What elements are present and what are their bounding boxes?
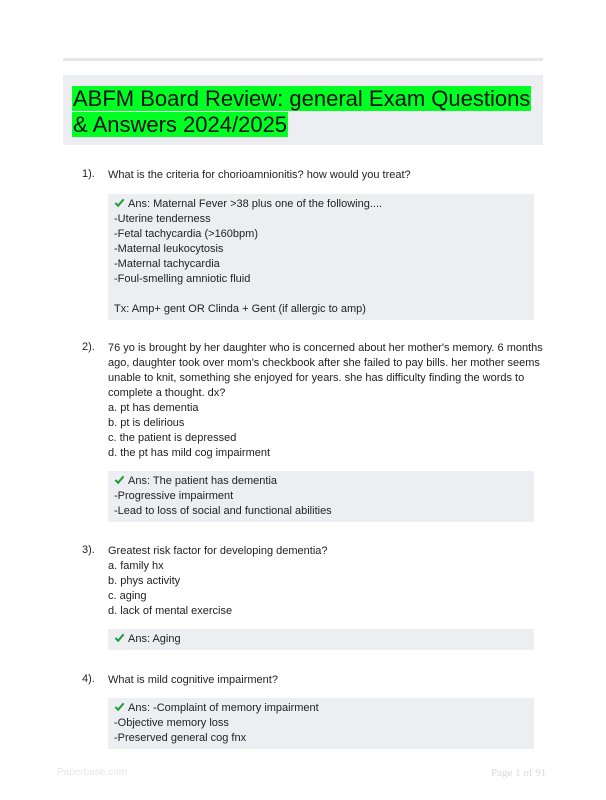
- top-divider: [63, 58, 543, 61]
- answer-line: -Objective memory loss: [114, 717, 229, 729]
- question-number: 1).: [82, 168, 95, 180]
- answer-line: [114, 197, 528, 212]
- page-title: [72, 86, 532, 138]
- check-icon: [114, 197, 125, 208]
- question-line: a. family hx: [108, 560, 164, 572]
- question-line: c. aging: [108, 590, 147, 602]
- answer-line: [114, 474, 528, 489]
- question-line: What is mild cognitive impairment?: [108, 674, 278, 686]
- question-number: 4).: [82, 673, 95, 685]
- answer-line: Tx: Amp+ gent OR Clinda + Gent (if allergic to amp): [114, 303, 366, 315]
- answer-line: -Lead to loss of social and functional abilities: [114, 505, 332, 517]
- question-text: [108, 168, 538, 183]
- question-text: [108, 673, 538, 688]
- title-banner: [63, 75, 543, 145]
- question-text: [108, 544, 538, 619]
- answer-box: [108, 471, 534, 522]
- answer-box: [108, 629, 534, 650]
- answer-line: [114, 701, 528, 716]
- answer-line: -Progressive impairment: [114, 490, 234, 502]
- question-line: complete a thought. dx?: [108, 387, 226, 399]
- question-line: c. the patient is depressed: [108, 432, 237, 444]
- answer-line: -Maternal tachycardia: [114, 258, 220, 270]
- question-line: 76 yo is brought by her daughter who is concerned about her mother's memory. 6 months: [108, 342, 543, 354]
- question-line: b. phys activity: [108, 575, 181, 587]
- question-line: Greatest risk factor for developing dementia?: [108, 545, 328, 557]
- check-icon: [114, 701, 125, 712]
- answer-line: -Fetal tachycardia (>160bpm): [114, 228, 258, 240]
- question-line: unable to knit, something she enjoyed for years. she has difficulty finding the words to: [108, 372, 525, 384]
- answer-text: Ans: Maternal Fever >38 plus one of the following....: [128, 198, 383, 210]
- answer-box: [108, 698, 534, 749]
- answer-text: Ans: Aging: [128, 633, 181, 645]
- answer-line: -Foul-smelling amniotic fluid: [114, 273, 251, 285]
- question-line: b. pt is delirious: [108, 417, 185, 429]
- answer-line: [114, 287, 528, 302]
- answer-line: -Uterine tenderness: [114, 213, 211, 225]
- question-number: 2).: [82, 341, 95, 353]
- question-line: d. the pt has mild cog impairment: [108, 447, 271, 459]
- question-line: d. lack of mental exercise: [108, 605, 233, 617]
- answer-box: [108, 194, 534, 320]
- question-line: What is the criteria for chorioamnionitis? how would you treat?: [108, 169, 411, 181]
- footer-site[interactable]: Paperbase.com: [57, 767, 128, 778]
- question-line: a. pt has dementia: [108, 402, 199, 414]
- page-title-text: ABFM Board Review: general Exam Questions & Answers 2024/2025: [73, 86, 531, 137]
- answer-line: -Preserved general cog fnx: [114, 732, 247, 744]
- page-number: Page 1 of 91: [491, 767, 547, 779]
- answer-text: Ans: The patient has dementia: [128, 475, 278, 487]
- question-text: [108, 341, 543, 461]
- answer-line: [114, 632, 528, 647]
- answer-text: Ans: -Complaint of memory impairment: [128, 702, 319, 714]
- check-icon: [114, 632, 125, 643]
- question-number: 3).: [82, 544, 95, 556]
- check-icon: [114, 474, 125, 485]
- answer-line: -Maternal leukocytosis: [114, 243, 224, 255]
- question-line: ago, daughter took over mom's checkbook after she failed to pay bills. her mother seems: [108, 357, 540, 369]
